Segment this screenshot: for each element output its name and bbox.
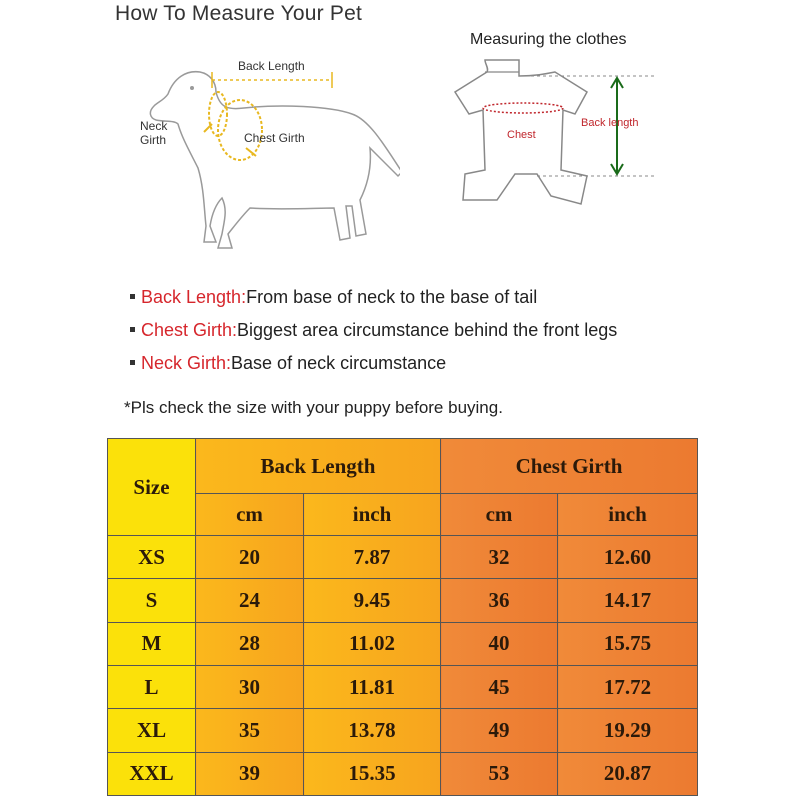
definition-text: Biggest area circumstance behind the front legs [237, 320, 618, 340]
size-cell: S [108, 579, 196, 622]
back-cm-cell: 20 [196, 536, 304, 579]
clothes-caption: Measuring the clothes [470, 31, 627, 48]
definition-term: Chest Girth: [141, 320, 238, 340]
size-cell: XS [108, 536, 196, 579]
table-header-row [108, 439, 698, 494]
table-unit-row [108, 494, 698, 536]
bullet-icon [130, 360, 135, 365]
table-row [108, 665, 698, 708]
table-row [108, 752, 698, 795]
unit-cm: cm [196, 494, 304, 536]
chest-cm-cell: 32 [441, 536, 558, 579]
size-header: Size [108, 439, 196, 536]
table-row [108, 709, 698, 752]
chest-inch-cell: 20.87 [558, 752, 698, 795]
back-cm-cell: 24 [196, 579, 304, 622]
bullet-icon [130, 294, 135, 299]
definition-chest-girth [130, 315, 617, 348]
back-cm-cell: 39 [196, 752, 304, 795]
bullet-icon [130, 327, 135, 332]
back-cm-cell: 35 [196, 709, 304, 752]
chest-inch-cell: 14.17 [558, 579, 698, 622]
back-cm-cell: 28 [196, 622, 304, 665]
table-row [108, 579, 698, 622]
chest-cm-cell: 40 [441, 622, 558, 665]
size-cell: L [108, 665, 196, 708]
chest-inch-cell: 19.29 [558, 709, 698, 752]
back-length-header: Back Length [196, 439, 441, 494]
back-inch-cell: 13.78 [304, 709, 441, 752]
dog-measurement-figure [120, 48, 400, 263]
back-inch-cell: 11.81 [304, 665, 441, 708]
clothes-measurement-figure [445, 52, 675, 222]
size-cell: M [108, 622, 196, 665]
definition-list [130, 282, 617, 381]
neck-label: Neck [140, 119, 168, 133]
definition-text: Base of neck circumstance [231, 353, 447, 373]
page-title: How To Measure Your Pet [115, 2, 363, 25]
chest-inch-cell: 17.72 [558, 665, 698, 708]
size-cell: XL [108, 709, 196, 752]
dog-eye [190, 86, 194, 90]
unit-cm: cm [441, 494, 558, 536]
size-check-note: *Pls check the size with your puppy before buying. [124, 398, 503, 417]
chest-cm-cell: 49 [441, 709, 558, 752]
definition-back-length [130, 282, 617, 315]
definition-term: Back Length: [141, 287, 247, 307]
definition-term: Neck Girth: [141, 353, 232, 373]
unit-inch: inch [304, 494, 441, 536]
definition-text: From base of neck to the base of tail [246, 287, 538, 307]
back-length-label: Back Length [238, 59, 305, 73]
back-inch-cell: 11.02 [304, 622, 441, 665]
unit-inch: inch [558, 494, 698, 536]
chest-cm-cell: 36 [441, 579, 558, 622]
chest-inch-cell: 12.60 [558, 536, 698, 579]
table-row [108, 622, 698, 665]
dog-silhouette [150, 72, 400, 248]
chest-girth-header: Chest Girth [441, 439, 698, 494]
chest-cm-cell: 45 [441, 665, 558, 708]
definition-neck-girth [130, 348, 617, 381]
table-row [108, 536, 698, 579]
size-cell: XXL [108, 752, 196, 795]
chest-girth-label: Chest Girth [244, 131, 305, 145]
chest-cm-cell: 53 [441, 752, 558, 795]
back-inch-cell: 7.87 [304, 536, 441, 579]
back-cm-cell: 30 [196, 665, 304, 708]
chest-inch-cell: 15.75 [558, 622, 698, 665]
girth-label: Girth [140, 133, 167, 147]
size-chart-table [107, 438, 698, 796]
back-inch-cell: 15.35 [304, 752, 441, 795]
clothes-back-length-label: Back length [581, 117, 639, 129]
back-inch-cell: 9.45 [304, 579, 441, 622]
chest-label: Chest [507, 129, 536, 141]
